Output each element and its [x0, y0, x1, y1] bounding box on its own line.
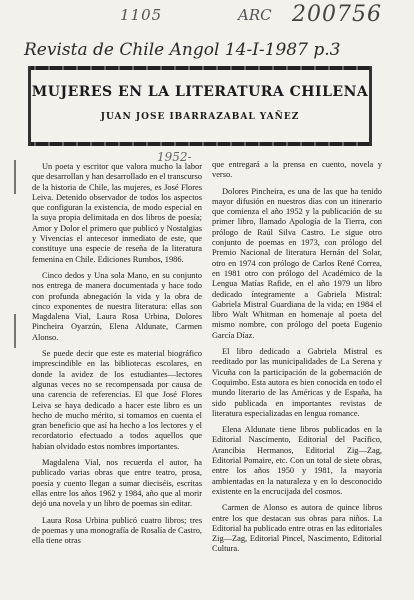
article-title: MUJERES EN LA LITERATURA CHILENA: [31, 84, 369, 100]
archive-record-id: 1105: [120, 6, 163, 24]
title-band-bottom-rule: [28, 142, 372, 146]
margin-mark: [14, 314, 26, 348]
paragraph: Un poeta y escritor que valora mucho la labor que desarrollan y han desarrollado en el transcurso de la historia de Chile, las mujeres, es José Flores Leiva. Detenido observador de todos los aspectos que configuran la existencia, de modo especial en la suya propia delimitada en dos libros de poesía; Amor y Dolor el primero que publicó y Nostalgias y Vivencias el antecesor inmediato de este, que constituye una especie de reseña de la literatura femenina en Chile. Ediciones Rumbos, 1986.: [32, 162, 202, 264]
paragraph: Se puede decir que este es material biográfico imprescindible en las bibliotecas escolares, en donde la avidez de los estudiantes—lectores algunas veces no se recompensada por causa de una carencia de referencias. El que José Flores Leiva se haya dedicado a hacer este libro es un hecho de mucho mérito, si tomamos en cuenta el gran beneficio que así ha hecho a los lectores y el recordatorio efectuado a todos aquellos que habían olvidado estos nombres importantes.: [32, 349, 202, 451]
paragraph: que entregará a la prensa en cuento, novela y verso.: [212, 160, 382, 180]
title-band-left-rule: [28, 66, 31, 146]
paragraph: Dolores Pincheira, es una de las que ha tenido mayor difusión en nuestros días con un itinerario que comienza el año 1952 y la publicación de su primer libro, llamado Apología de la Tierra, con prólogo de Raúl Silva Castro. Le sigue otro conjunto de poemas en 1973, con prólogo del Premio Nacional de literatura Hernán del Solar, otro en 1974 con prólogo de Carlos René Correa, en 1981 otro con prólogo del Académico de la Lengua Matías Rafide, en el año 1979 un libro dedicado íntegramente a Gabriela Mistral: Gabriela Mistral Guardiana de la vida; en 1984 el libro Walt Whitman en homenaje al poeta del mismo nombre, con prólogo del poeta Eugenio García Díaz.: [212, 186, 382, 340]
paragraph: Magdalena Vial, nos recuerda el autor, ha publicado varias obras que entre teatro, prosa, poesía y cuento llegan a sumar dieciséis, escritas ellas entre los años 1962 y 1984, año que al morir dejó una novela y un libro de poemas sin editar.: [32, 458, 202, 509]
title-band-top-rule: [28, 66, 372, 70]
margin-marks: [14, 160, 26, 468]
paragraph: Elena Aldunate tiene libros publicados en la Editorial Nascimento, Editorial del Pacífico, Arancibia Hermanos, Editorial Zig—Zag, Editorial Pomaire, etc. Con un total de siete obras, entre los años 1950 y 1981, la mayoría ambientadas en la naturaleza y en lo desconocido existente en la encrucijada del cosmos.: [212, 425, 382, 496]
paragraph: Laura Rosa Urbina publicó cuatro libros; tres de poemas y una monografía de Rosalía de Castro, ella tiene otras: [32, 515, 203, 546]
handwritten-year-note: 1952-: [157, 150, 192, 164]
article-column-left: [32, 162, 202, 552]
paragraph: Cinco dedos y Una sola Mano, en su conjunto nos entrega de manera documentada y hace todo con profunda abnegación la vida y la obra de cinco exponentes de nuestra literatura: ellas son Magdalena Vial, Laura Rosa Urbina, Dolores Pincheira Oyarzún, Elena Aldunate, Carmen Alonso.: [32, 270, 202, 342]
handwritten-source-note: Revista de Chile Angol 14-I-1987 p.3: [24, 40, 341, 60]
article-byline: JUAN JOSE IBARRAZABAL YAÑEZ: [100, 112, 300, 122]
title-band-right-rule: [369, 66, 372, 146]
paragraph: Carmen de Alonso es autora de quince libros entre los que destacan sus obras para niños. La Editorial ha publicado entre otras en las editoriales Zig—Zag, Editorial Pincel, Nascimento, Editorial Cultura.: [212, 503, 382, 554]
title-band: [28, 66, 372, 146]
margin-mark: [14, 160, 26, 194]
paragraph: El libro dedicado a Gabriela Mistral es reeditado por las municipalidades de La Serena y Vicuña con la participación de la gobernación de Coquimbo. Esta autora es bien conocida en todo el mundo literario de las Américas y de España, ha sido publicada en importantes revistas de literatura especializadas en lengua romance.: [212, 347, 383, 418]
article-column-right: [212, 160, 382, 561]
archive-collection-mark: ARC: [238, 6, 272, 24]
archive-number: 200756: [292, 2, 382, 27]
